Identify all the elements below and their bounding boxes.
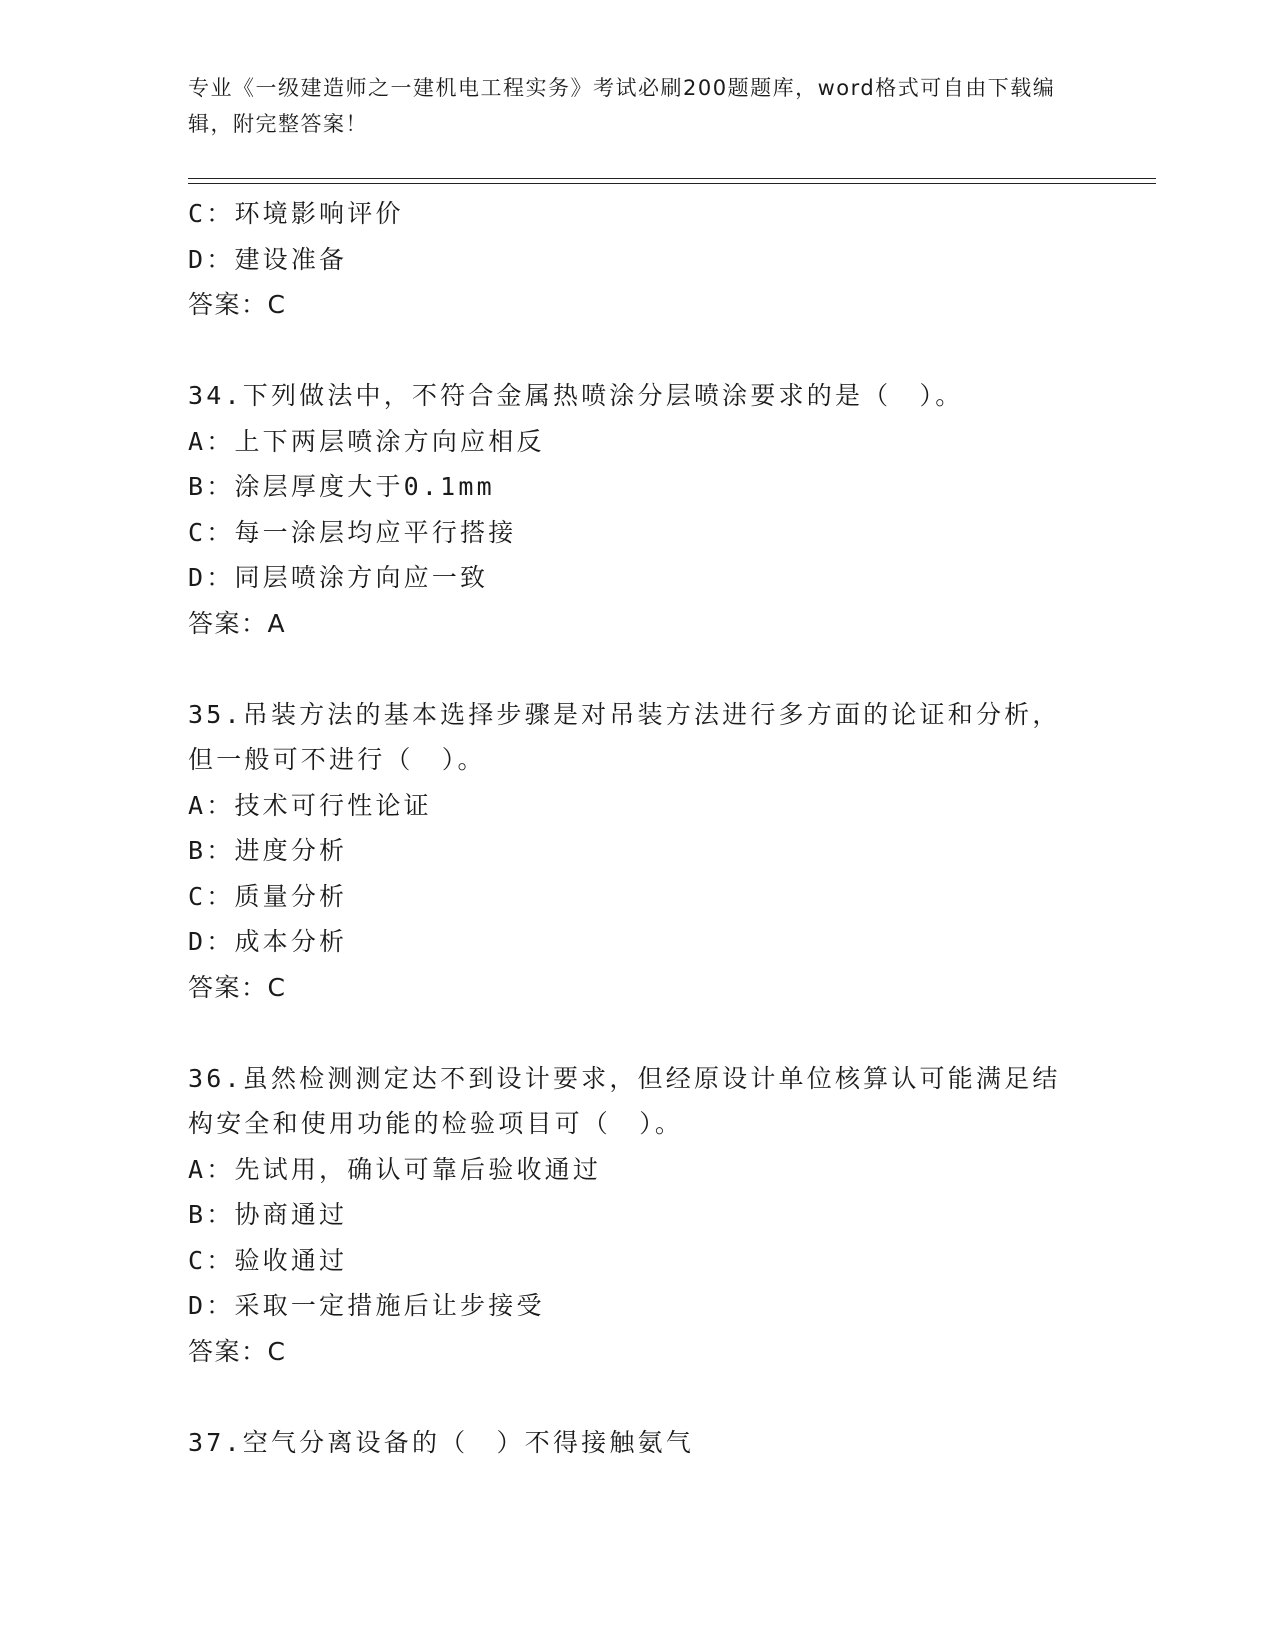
- option-c: C：质量分析: [188, 881, 348, 911]
- option-a: A：先试用，确认可靠后验收通过: [188, 1154, 602, 1184]
- document-header: 专业《一级建造师之一建机电工程实务》考试必刷200题题库，word格式可自由下载编辑，附完整答案！: [188, 76, 1056, 136]
- option-b: B：进度分析: [188, 836, 348, 865]
- option-c: C：验收通过: [188, 1245, 348, 1275]
- answer-line: 答案：C: [188, 972, 287, 1002]
- question-list: [188, 191, 1088, 1465]
- header-divider-top: [188, 178, 1156, 179]
- option-d: D：同层喷涂方向应一致: [188, 563, 489, 592]
- question-36: [188, 1056, 1088, 1375]
- question-37: [188, 1420, 1088, 1466]
- option-a: A：上下两层喷涂方向应相反: [188, 426, 545, 456]
- option-b: B：涂层厚度大于0.1mm: [188, 472, 495, 501]
- question-text: 36.虽然检测测定达不到设计要求，但经原设计单位核算认可能满足结: [188, 1063, 1061, 1093]
- option-b: B：协商通过: [188, 1200, 348, 1229]
- partial-question: [188, 191, 1088, 328]
- answer-line: 答案：C: [188, 290, 287, 319]
- option-d: D：成本分析: [188, 927, 348, 956]
- spacer: [188, 1374, 1088, 1420]
- question-text-continued: 构安全和使用功能的检验项目可（ ）。: [188, 1109, 684, 1138]
- option-d: D：建设准备: [188, 244, 348, 274]
- question-34: [188, 373, 1088, 646]
- answer-line: 答案：A: [188, 608, 287, 638]
- option-d: D：采取一定措施后让步接受: [188, 1291, 545, 1320]
- spacer: [188, 1010, 1088, 1056]
- spacer: [188, 646, 1088, 692]
- header-divider-bottom: [188, 183, 1156, 184]
- option-a: A：技术可行性论证: [188, 790, 432, 820]
- option-c: C：环境影响评价: [188, 199, 404, 228]
- question-text: 34.下列做法中，不符合金属热喷涂分层喷涂要求的是（ ）。: [188, 381, 964, 410]
- question-text: 35.吊装方法的基本选择步骤是对吊装方法进行多方面的论证和分析，: [188, 699, 1061, 729]
- question-text-continued: 但一般可不进行（ ）。: [188, 745, 486, 774]
- question-text: 37.空气分离设备的（ ）不得接触氨气: [188, 1427, 694, 1457]
- spacer: [188, 328, 1088, 374]
- answer-line: 答案：C: [188, 1336, 287, 1366]
- question-35: [188, 692, 1088, 1011]
- option-c: C：每一涂层均应平行搭接: [188, 517, 517, 547]
